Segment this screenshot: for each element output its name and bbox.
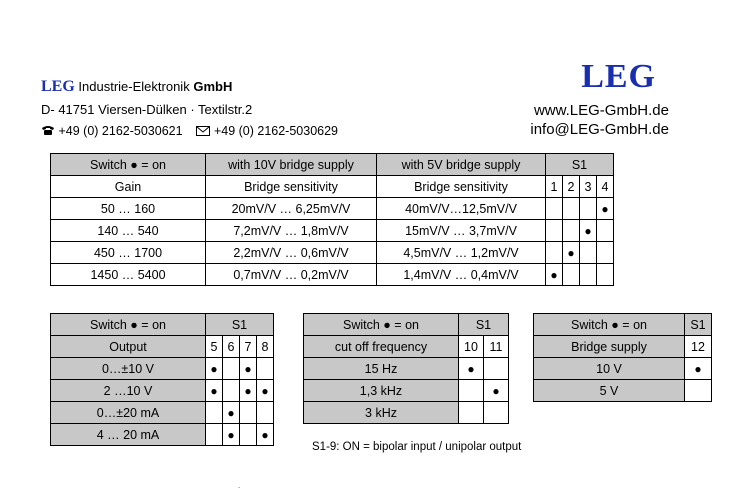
switch-state <box>223 380 240 402</box>
footer-mark: . <box>238 481 241 490</box>
sensitivity-10v: 2,2mV/V … 0,6mV/V <box>206 242 377 264</box>
supply-header-switch: Switch ● = on <box>534 314 685 336</box>
switch-state <box>459 402 484 424</box>
gain-sub-bs10: Bridge sensitivity <box>206 176 377 198</box>
output-table <box>50 313 274 446</box>
table-row <box>51 198 614 220</box>
telephone-icon <box>41 125 55 136</box>
sensitivity-5v: 4,5mV/V … 1,2mV/V <box>377 242 546 264</box>
table-row <box>534 380 712 402</box>
switch-state <box>206 402 223 424</box>
table-row <box>304 402 509 424</box>
website-link[interactable]: www.LEG-GmbH.de <box>533 102 669 119</box>
sensitivity-10v: 0,7mV/V … 0,2mV/V <box>206 264 377 286</box>
filter-label: 3 kHz <box>304 402 459 424</box>
table-row <box>51 220 614 242</box>
gain-range: 1450 … 5400 <box>51 264 206 286</box>
output-label: 4 … 20 mA <box>51 424 206 446</box>
leg-logo: LEG <box>581 58 656 95</box>
gain-sub-bs5: Bridge sensitivity <box>377 176 546 198</box>
output-sub-label: Output <box>51 336 206 358</box>
switch-state <box>459 380 484 402</box>
filter-header-s1: S1 <box>459 314 509 336</box>
sensitivity-5v: 15mV/V … 3,7mV/V <box>377 220 546 242</box>
switch-state: ● <box>484 380 509 402</box>
table-row <box>51 402 274 424</box>
switch-state <box>597 264 614 286</box>
switch-state <box>484 358 509 380</box>
switch-state: ● <box>459 358 484 380</box>
email-link[interactable]: info@LEG-GmbH.de <box>530 121 669 138</box>
switch-state <box>580 198 597 220</box>
switch-state: ● <box>597 198 614 220</box>
switch-number: 2 <box>563 176 580 198</box>
supply-label: 10 V <box>534 358 685 380</box>
company-address: D- 41751 Viersen-Dülken · Textilstr.2 <box>41 102 253 117</box>
gain-table <box>50 153 614 286</box>
switch-state: ● <box>546 264 563 286</box>
switch-state <box>240 402 257 424</box>
switch-number: 10 <box>459 336 484 358</box>
table-row <box>304 358 509 380</box>
sensitivity-5v: 1,4mV/V … 0,4mV/V <box>377 264 546 286</box>
supply-label: 5 V <box>534 380 685 402</box>
filter-label: 1,3 kHz <box>304 380 459 402</box>
switch-state <box>546 198 563 220</box>
switch-state: ● <box>580 220 597 242</box>
switch-state <box>546 220 563 242</box>
output-label: 2 …10 V <box>51 380 206 402</box>
brand-name: LEG <box>41 78 75 95</box>
phone-number: +49 (0) 2162-5030621 <box>58 124 183 138</box>
switch-number: 8 <box>257 336 274 358</box>
gain-header-10v: with 10V bridge supply <box>206 154 377 176</box>
switch-state <box>257 402 274 424</box>
envelope-icon <box>196 126 210 136</box>
table-row <box>304 380 509 402</box>
table-row <box>51 264 614 286</box>
switch-number: 5 <box>206 336 223 358</box>
table-row <box>51 424 274 446</box>
filter-header-switch: Switch ● = on <box>304 314 459 336</box>
switch-state <box>546 242 563 264</box>
web-contact <box>530 101 669 139</box>
switch-state: ● <box>206 380 223 402</box>
gain-header-5v: with 5V bridge supply <box>377 154 546 176</box>
gain-range: 50 … 160 <box>51 198 206 220</box>
output-header-switch: Switch ● = on <box>51 314 206 336</box>
supply-sub-label: Bridge supply <box>534 336 685 358</box>
filter-label: 15 Hz <box>304 358 459 380</box>
table-row <box>534 358 712 380</box>
switch-number: 6 <box>223 336 240 358</box>
switch-state: ● <box>563 242 580 264</box>
sensitivity-5v: 40mV/V…12,5mV/V <box>377 198 546 220</box>
switch-state <box>563 198 580 220</box>
switch-state <box>580 242 597 264</box>
filter-sub-label: cut off frequency <box>304 336 459 358</box>
switch-number: 7 <box>240 336 257 358</box>
filter-table <box>303 313 509 424</box>
sensitivity-10v: 20mV/V … 6,25mV/V <box>206 198 377 220</box>
switch-state: ● <box>223 424 240 446</box>
switch-number: 12 <box>685 336 712 358</box>
switch-state <box>685 380 712 402</box>
switch-state <box>597 242 614 264</box>
switch-state <box>580 264 597 286</box>
switch-number: 3 <box>580 176 597 198</box>
supply-header-s1: S1 <box>685 314 712 336</box>
supply-table <box>533 313 712 402</box>
switch-state <box>484 402 509 424</box>
contact-row <box>41 121 338 141</box>
switch-state <box>257 358 274 380</box>
gain-range: 140 … 540 <box>51 220 206 242</box>
gain-range: 450 … 1700 <box>51 242 206 264</box>
switch-number: 11 <box>484 336 509 358</box>
table-row <box>51 358 274 380</box>
company-header <box>41 77 338 141</box>
switch-state: ● <box>257 380 274 402</box>
switch-state <box>206 424 223 446</box>
table-row <box>51 380 274 402</box>
switch-state <box>597 220 614 242</box>
brand-gmbh: GmbH <box>193 79 233 94</box>
fax-number: +49 (0) 2162-5030629 <box>213 124 338 138</box>
switch-state: ● <box>685 358 712 380</box>
output-label: 0…±10 V <box>51 358 206 380</box>
gain-sub-gain: Gain <box>51 176 206 198</box>
output-label: 0…±20 mA <box>51 402 206 424</box>
sensitivity-10v: 7,2mV/V … 1,8mV/V <box>206 220 377 242</box>
switch-state: ● <box>240 380 257 402</box>
brand-rest: Industrie-Elektronik <box>78 79 190 94</box>
switch-number: 4 <box>597 176 614 198</box>
gain-header-s1: S1 <box>546 154 614 176</box>
company-name <box>41 77 338 97</box>
switch-number: 1 <box>546 176 563 198</box>
output-header-s1: S1 <box>206 314 274 336</box>
switch-state <box>223 358 240 380</box>
switch-state <box>563 264 580 286</box>
switch-state <box>563 220 580 242</box>
switch-state: ● <box>257 424 274 446</box>
gain-header-switch: Switch ● = on <box>51 154 206 176</box>
switch-state: ● <box>206 358 223 380</box>
table-row <box>51 242 614 264</box>
switch-state <box>240 424 257 446</box>
switch-state: ● <box>223 402 240 424</box>
switch-note: S1-9: ON = bipolar input / unipolar output <box>312 441 522 453</box>
switch-state: ● <box>240 358 257 380</box>
